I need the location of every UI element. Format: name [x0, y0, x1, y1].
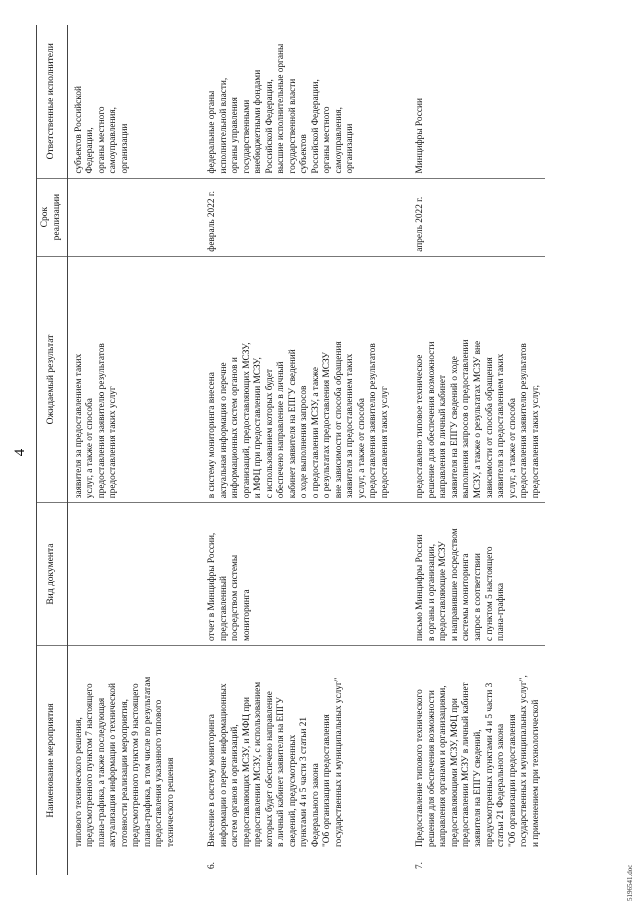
text-line: Предоставление типового технического — [415, 689, 426, 847]
text-line: Внесение в систему мониторинга — [207, 714, 218, 847]
text-line: готовности реализации мероприятия, — [119, 698, 130, 847]
text-line: услуг, а также от способа — [356, 398, 367, 499]
text-line: о предоставлении МСЗУ, а также — [310, 366, 321, 499]
header-name: Наименование мероприятия — [37, 646, 68, 876]
text-line: предоставления таких услуг — [379, 386, 390, 499]
text-line: заявителя за предоставлением таких — [345, 353, 356, 499]
text-line: представленный — [218, 576, 229, 641]
text-line: технического решения — [165, 757, 176, 847]
cell-expected-result — [411, 256, 545, 503]
text-line: сведений, предусмотренных — [287, 734, 298, 847]
text-line: плана-графика, а также последующая — [96, 697, 107, 847]
text-line: Федерального закона — [310, 763, 321, 847]
text-line: предусмотренного пунктом 7 настоящего — [85, 683, 96, 847]
text-line: Федерации, — [85, 127, 96, 174]
text-line: информации о перечне информационных — [218, 683, 229, 847]
text-line: посредством системы — [230, 554, 241, 641]
text-line: услуг, а также от способа — [85, 398, 96, 499]
text-line: предоставлении МСЗУ, с использованием — [253, 681, 264, 847]
text-line: организации — [119, 123, 130, 174]
text-line: решение для обеспечения возможности — [426, 341, 437, 499]
header-exec: Ответственные исполнители — [37, 25, 68, 178]
text-line: предоставлении МСЗУ в личный кабинет — [461, 682, 472, 847]
text-line: государственных и муниципальных услуг" — [333, 677, 344, 847]
table-row — [203, 25, 411, 875]
cell-document-type — [411, 503, 545, 646]
text-line: предоставления указанного типового — [154, 699, 165, 847]
text-line: в систему мониторинга внесена — [207, 372, 218, 499]
text-line: государственных и муниципальных услуг", — [519, 675, 530, 847]
page-number: 4 — [12, 448, 28, 457]
text-line: предоставляющими МСЗУ, МФЦ при — [449, 698, 460, 847]
text-line: услуг, а также от способа — [507, 398, 518, 499]
text-line: предоставлено типовое техническое — [415, 354, 426, 499]
cell-activity-name — [203, 646, 365, 875]
text-line: кабинет заявителя на ЕПГУ сведений — [287, 349, 298, 499]
text-line: с пунктом 5 настоящего — [484, 546, 495, 641]
text-line: заявителя за предоставлением таких — [73, 353, 84, 499]
text-line: Минцифры России — [415, 98, 426, 174]
text-line: о результатах предоставления МСЗУ — [322, 352, 333, 499]
text-line: государственной власти — [287, 78, 298, 174]
text-line: зависимости от способа обращения — [484, 357, 495, 499]
text-line: заявителя на ЕПГУ сведений о ходе — [449, 356, 460, 499]
text-line: систем органов и организаций, — [230, 724, 241, 847]
text-line: самоуправления, — [108, 106, 119, 174]
text-line: предоставления заявителю результатов — [519, 343, 530, 499]
text-line: высшие исполнительные органы — [276, 43, 287, 174]
activity-text — [207, 650, 345, 847]
text-line: мониторинга — [241, 589, 252, 641]
row-number — [74, 847, 178, 871]
table-header-row — [37, 25, 68, 875]
text-line: и МФЦ при предоставлении МСЗУ, — [253, 357, 264, 499]
row-number: 6. — [207, 862, 218, 869]
text-line: федеральные органы — [207, 90, 218, 174]
activity-text — [74, 650, 178, 847]
text-line: организации — [345, 123, 356, 174]
text-line: предусмотренного пунктом 9 настоящего — [131, 683, 142, 847]
activity-text — [415, 650, 542, 847]
cell-document-type — [203, 503, 411, 646]
text-line: организаций, предоставляющих МСЗУ, — [241, 342, 252, 499]
text-line: органы местного — [322, 106, 333, 174]
text-line: запрос в соответствии — [473, 553, 483, 641]
text-line: исполнительной власти, — [218, 77, 229, 174]
header-term: Срок реализации — [37, 178, 68, 256]
text-line: Российской Федерации, — [264, 79, 275, 174]
text-line: предоставления заявителю результатов — [368, 343, 379, 499]
cell-activity-name — [411, 646, 545, 875]
text-line: решения для обеспечения возможности — [426, 690, 437, 847]
header-result: Ожидаемый результат — [37, 256, 68, 503]
cell-document-type — [67, 503, 203, 646]
text-line: заявителя на ЕПГУ сведений, — [473, 729, 483, 847]
text-line: типового технического решения, — [73, 717, 84, 847]
text-line: самоуправления, — [333, 106, 344, 174]
text-line: предоставляющие МСЗУ — [438, 541, 449, 641]
text-line: обеспечено направление в личный — [276, 361, 287, 499]
text-line: государственными — [241, 99, 252, 174]
text-line: пунктами 4 и 5 части 3 статьи 21 — [299, 716, 310, 847]
text-line: и направившие посредством — [449, 528, 460, 641]
footer-docname: 5196541.doc — [626, 864, 634, 901]
text-line: субъектов Российской — [73, 86, 84, 174]
cell-executors — [67, 25, 203, 178]
text-line: органы местного — [96, 106, 107, 174]
text-line: плана-графика, в том числе по результатам — [142, 676, 153, 847]
text-line: в личный кабинет заявителя на ЕПГУ — [276, 697, 287, 847]
text-line: "Об организации предоставления — [507, 714, 518, 847]
text-line: предоставления заявителю результатов — [96, 343, 107, 499]
cell-term: февраль 2022 г. — [203, 178, 411, 256]
text-line: письмо Минцифры России — [415, 534, 426, 641]
text-line: статьи 21 Федерального закона — [496, 723, 507, 847]
text-line: в органы и организации, — [426, 543, 437, 641]
row-number: 7. — [415, 862, 426, 869]
text-line: о ходе выполнения запросов — [299, 385, 310, 499]
text-line: направления в личный кабинет — [438, 374, 449, 499]
text-line: выполнения запросов о предоставлении — [461, 339, 472, 499]
text-line: предоставления таких услуг, — [530, 385, 541, 499]
text-line: МСЗУ, а также о результатах МСЗУ вне — [473, 340, 483, 499]
text-line: системы мониторинга — [461, 553, 472, 641]
cell-expected-result — [203, 256, 411, 503]
text-line: которых будет обеспечено направление — [264, 691, 275, 847]
text-line: предоставляющих МСЗУ, и МФЦ при — [241, 697, 252, 847]
table-row — [67, 25, 203, 875]
table-row — [411, 25, 545, 875]
text-line: "Об организации предоставления — [322, 714, 333, 847]
text-line: направления органами и организациями, — [438, 685, 449, 847]
text-line: актуализация информации о технической — [108, 683, 119, 847]
text-line: предоставления таких услуг — [108, 386, 119, 499]
text-line: актуальная информация о перечне — [218, 362, 229, 499]
text-line: внебюджетными фондами — [253, 69, 264, 174]
text-line: отчет в Минцифры России, — [207, 532, 218, 641]
text-line: субъектов — [299, 134, 310, 174]
cell-expected-result — [67, 256, 203, 503]
text-line: с использованием которых будет — [264, 368, 275, 499]
cell-executors — [203, 25, 411, 178]
text-line: заявителя за предоставлением таких — [496, 353, 507, 499]
text-line: плана-графика — [496, 582, 507, 641]
plan-table — [36, 25, 545, 875]
cell-activity-name — [68, 646, 204, 875]
text-line: вне зависимости от способа обращения — [333, 341, 344, 499]
cell-term — [67, 178, 203, 256]
text-line: предусмотренных пунктами 4 и 5 части 3 — [484, 682, 495, 847]
text-line: Российской Федерации, — [310, 79, 321, 174]
text-line: информационных систем органов и — [230, 357, 241, 499]
cell-executors — [411, 25, 545, 178]
cell-term: апрель 2022 г. — [411, 178, 545, 256]
text-line: и применением при технологической — [530, 699, 541, 847]
text-line: органы управления — [230, 97, 241, 174]
header-doc: Вид документа — [37, 503, 68, 646]
